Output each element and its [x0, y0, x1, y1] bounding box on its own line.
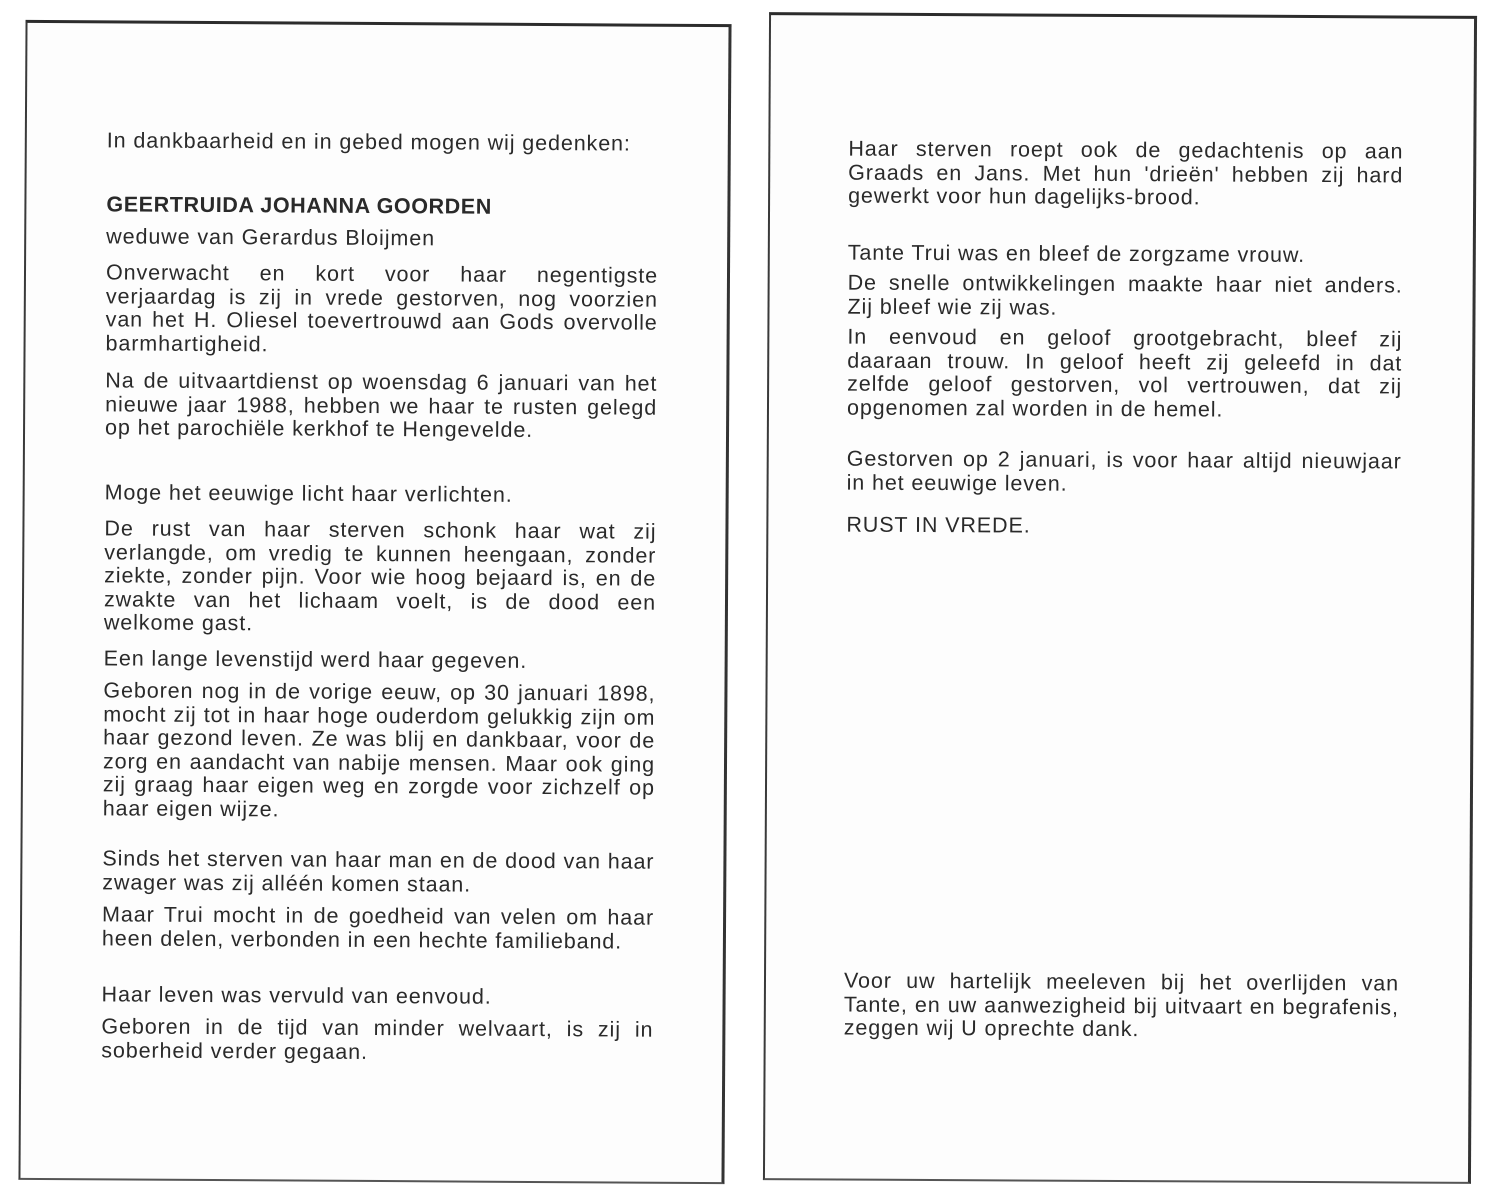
paragraph-faith: In eenvoud en geloof grootgebracht, bleef zij daaraan trouw. In geloof heeft zij geleefd in dat zelfde geloof gestorven, vol vertrouwen, dat zij opgenomen zal worden in de hemel. — [846, 324, 1403, 422]
paragraph-sobriety: Geboren in de tijd van minder welvaart, is zij in soberheid verder gegaan. — [101, 1014, 654, 1064]
paragraph-born: Geboren nog in de vorige eeuw, op 30 januari 1898, mocht zij tot in haar hoge ouderdom gelukkig zijn om haar gezond leven. Ze was blij en dankbaar, voor de zorg en aandacht van nabije mensen. Maar ook ging zij graag haar eigen weg en zorgde voor zichzelf op haar eigen wijze. — [102, 678, 656, 821]
spouse-line: weduwe van Gerardus Bloijmen — [106, 224, 436, 251]
paragraph-funeral: Na de uitvaartdienst op woensdag 6 januari van het nieuwe jaar 1988, hebben we haar te rusten gelegd op het parochiële kerkhof te Hengevelde. — [104, 368, 658, 442]
paragraph-caring: Tante Trui was en bleef de zorgzame vrouw. — [847, 240, 1306, 267]
paragraph-died: Gestorven op 2 januari, is voor haar altijd nieuwjaar in het eeuwige leven. — [846, 446, 1402, 496]
intro-text: In dankbaarheid en in gebed mogen wij gedenken: — [106, 128, 631, 156]
deceased-name: GEERTRUIDA JOHANNA GOORDEN — [106, 192, 492, 219]
paragraph-husband: Sinds het sterven van haar man en de dood van haar zwager was zij alléén komen staan. — [102, 846, 655, 897]
paragraph-death: Onverwacht en kort voor haar negentigste verjaardag is zij in vrede gestorven, nog voorzien van het H. Oliesel toevertrouwd aan Gods overvolle barmhartigheid. — [105, 260, 659, 356]
paragraph-developments: De snelle ontwikkelingen maakte haar niet anders. Zij bleef wie zij was. — [847, 270, 1403, 320]
paragraph-lifetime: Een lange levenstijd werd haar gegeven. — [103, 646, 528, 673]
paragraph-family: Maar Trui mocht in de goedheid van velen om haar heen delen, verbonden in een hechte familieband. — [101, 902, 655, 954]
paragraph-remembrance: Haar sterven roept ook de gedachtenis op aan Graads en Jans. Met hun 'drieën' hebben zij hard gewerkt voor hun dagelijks-brood. — [848, 136, 1404, 210]
paragraph-simplicity: Haar leven was vervuld van eenvoud. — [101, 982, 492, 1009]
paragraph-rest: De rust van haar sterven schonk haar wat zij verlangde, om vredig te kunnen heengaan, zonder ziekte, zonder pijn. Voor wie hoog bejaard is, en de zwakte van het lichaam voelt, is de dood een welkome gast. — [103, 516, 657, 636]
left-memorial-page — [18, 20, 731, 1184]
right-memorial-page — [763, 12, 1477, 1184]
rest-in-peace: RUST IN VREDE. — [846, 512, 1031, 538]
thanks-text: Voor uw hartelijk meeleven bij het overlijden van Tante, en uw aanwezigheid bij uitvaart en begrafenis, zeggen wij U oprechte dank. — [843, 968, 1400, 1042]
paragraph-light: Moge het eeuwige licht haar verlichten. — [104, 480, 513, 507]
